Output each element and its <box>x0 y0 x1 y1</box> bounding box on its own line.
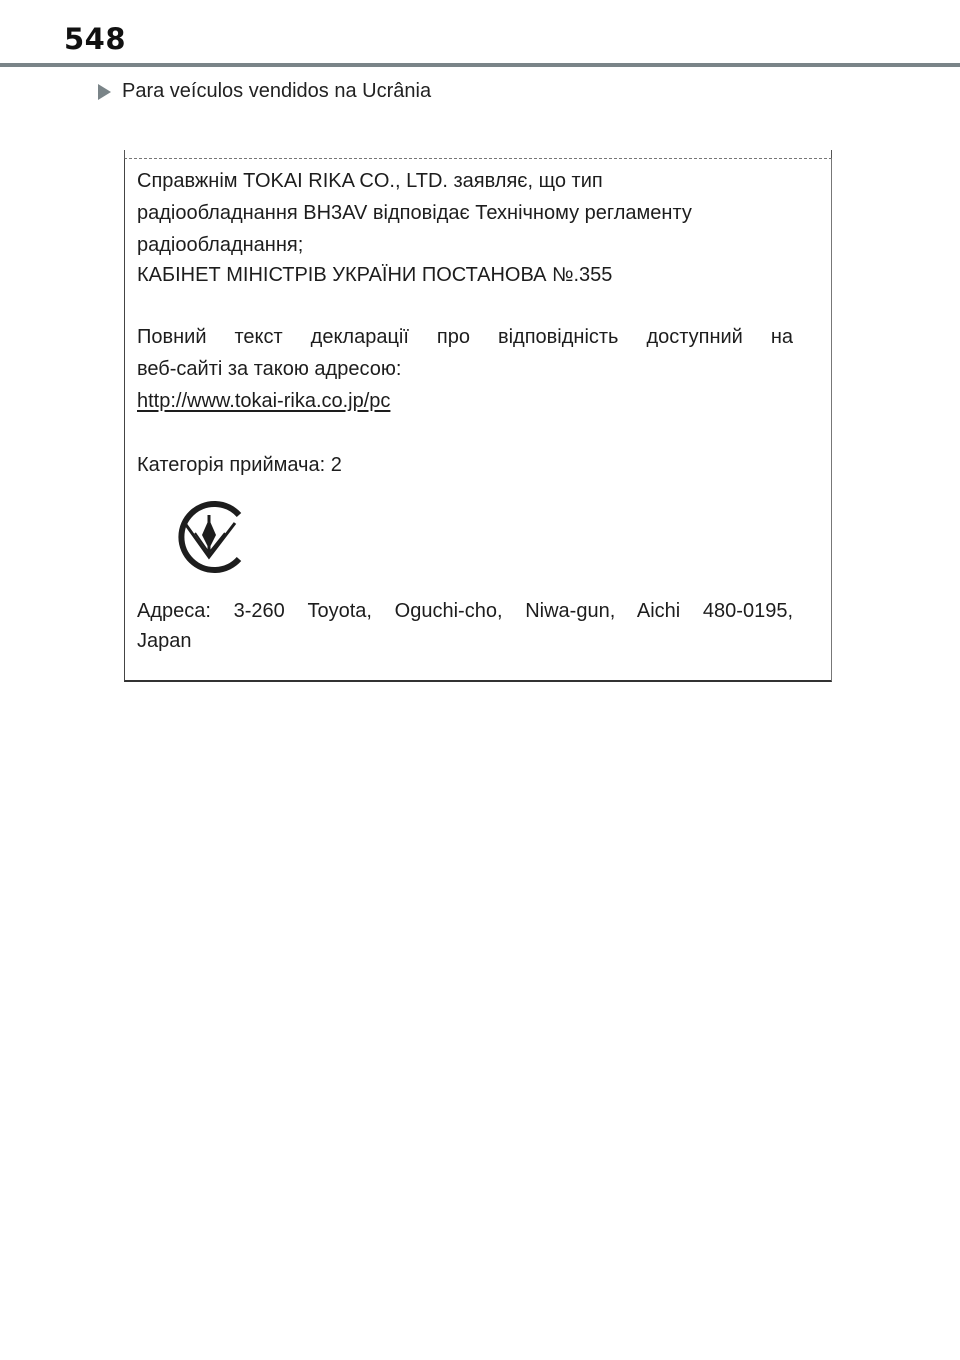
header-rule <box>0 63 960 67</box>
declaration-line-3: радіообладнання; <box>137 234 304 256</box>
page-number: 548 <box>64 22 127 56</box>
address-line-1: Адреса: 3-260 Toyota, Oguchi-cho, Niwa-gun, Aichi 480-0195, <box>137 600 793 622</box>
declaration-line-4: КАБІНЕТ МІНІСТРІВ УКРАЇНИ ПОСТАНОВА №.355 <box>137 264 613 286</box>
triangle-right-icon <box>98 84 111 100</box>
declaration-line-2: радіообладнання BH3AV відповідає Технічному регламенту <box>137 202 692 224</box>
section-heading-text: Para veículos vendidos na Ucrânia <box>122 80 432 102</box>
receiver-category: Категорія приймача: 2 <box>137 454 342 476</box>
ukraine-conformity-mark-icon <box>169 497 249 577</box>
address-line-2: Japan <box>137 630 192 652</box>
declaration-url-link[interactable]: http://www.tokai-rika.co.jp/pc <box>137 390 391 412</box>
declaration-box <box>124 158 832 682</box>
section-heading <box>98 80 431 103</box>
declaration-line-5: Повний текст декларації про відповідність доступний на <box>137 326 793 348</box>
declaration-line-1: Справжнім TOKAI RIKA CO., LTD. заявляє, що тип <box>137 170 603 192</box>
declaration-line-6: веб-сайті за такою адресою: <box>137 358 402 380</box>
